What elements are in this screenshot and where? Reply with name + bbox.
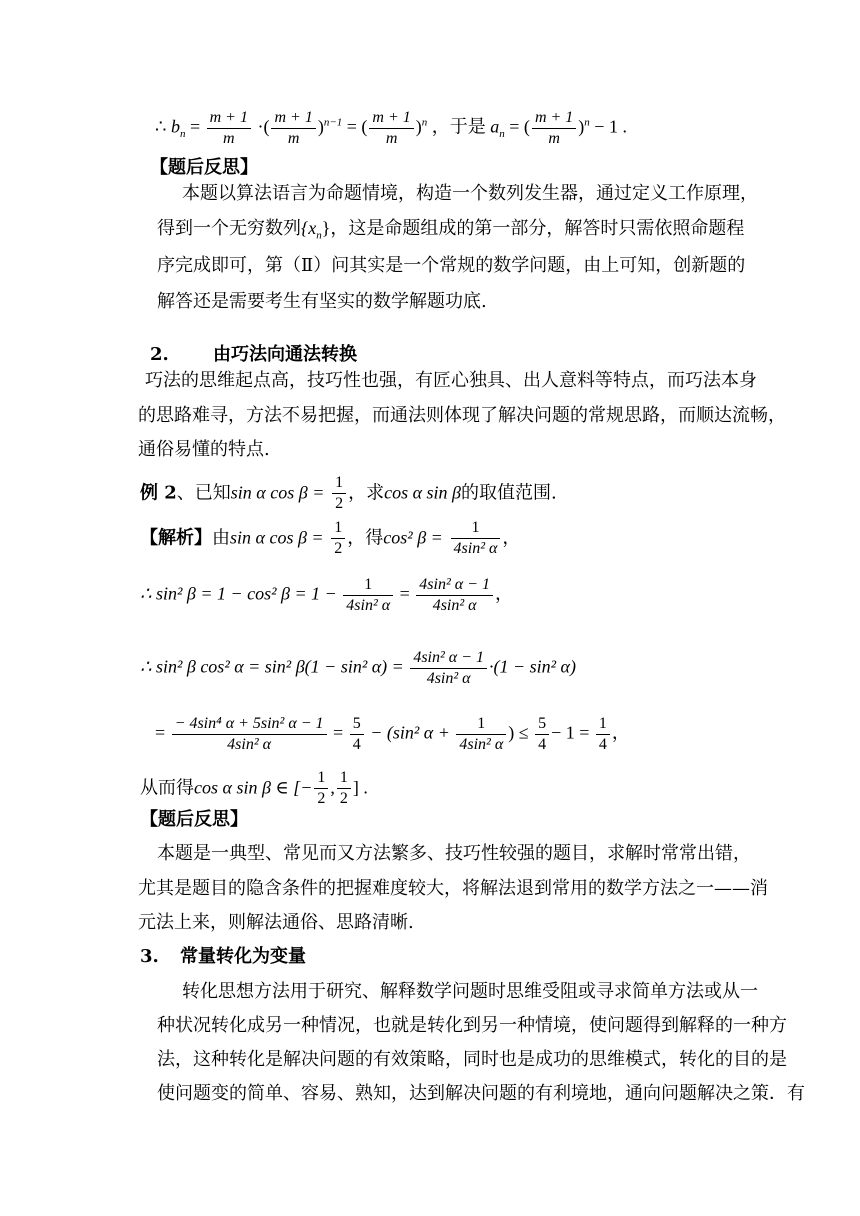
- frac-num: 1: [456, 714, 506, 735]
- text: ，求: [348, 482, 385, 504]
- sub-n: n: [499, 128, 505, 141]
- section-number: 3.: [140, 946, 159, 967]
- fraction: [456, 714, 506, 755]
- text: 得到一个无穷数列: [157, 218, 301, 239]
- text: ，这是命题组成的第一部分，解答时只需依照命题程: [330, 218, 745, 239]
- frac-den: 4: [352, 736, 361, 753]
- frac-num: 1: [596, 714, 610, 735]
- paren: ): [415, 116, 422, 137]
- frac-num: m + 1: [369, 108, 413, 129]
- equals: =: [189, 116, 201, 137]
- section-title: 由巧法向通法转换: [213, 344, 357, 365]
- set-close: }: [321, 218, 331, 238]
- equals: =: [333, 722, 344, 743]
- exponent: n: [421, 116, 428, 129]
- paragraph-line: 解答还是需要考生有坚实的数学解题功底.: [157, 291, 487, 312]
- fraction: [172, 714, 327, 755]
- paragraph-line: 转化思想方法用于研究、解释数学问题时思维受阻或寻求简单方法或从一: [182, 981, 758, 1002]
- math-expr: ∴ sin² β = 1 − cos² β = 1 −: [140, 583, 337, 604]
- paragraph-line: 元法上来，则解法通俗、思路清晰.: [138, 912, 414, 933]
- section-title: 常量转化为变量: [180, 946, 306, 967]
- text: ，: [494, 583, 513, 604]
- fraction: [416, 575, 493, 616]
- paragraph-line: 序完成即可，第（Ⅱ）问其实是一个常规的数学问题，由上可知，创新题的: [157, 255, 746, 276]
- frac-den: 4: [538, 736, 547, 753]
- frac-den: 4sin² α: [459, 736, 504, 753]
- frac-den: 4sin² α: [432, 597, 477, 614]
- bn-formula-line: [155, 108, 627, 149]
- text: 的取值范围.: [461, 482, 557, 504]
- text: ，于是: [431, 116, 486, 137]
- frac-den: m: [287, 130, 300, 147]
- text: ，得: [347, 527, 384, 549]
- result-line: [140, 768, 368, 809]
- fraction: [410, 648, 487, 689]
- frac-num: m + 1: [207, 108, 251, 129]
- frac-num: 4sin² α − 1: [416, 575, 493, 596]
- frac-den: m: [385, 130, 398, 147]
- paragraph-line: 本题以算法语言为命题情境，构造一个数列发生器，通过定义工作原理，: [182, 183, 758, 204]
- derivation-line-1: [140, 575, 513, 616]
- comma: ,: [330, 777, 335, 798]
- paragraph-line: 使问题变的简单、容易、熟知，达到解决问题的有利境地，通向问题解决之策．有: [157, 1083, 805, 1104]
- fraction: [451, 518, 501, 559]
- paragraph-line: 通俗易懂的特点.: [138, 439, 270, 460]
- derivation-line-2: [140, 648, 576, 689]
- frac-num: 5: [350, 714, 364, 735]
- paragraph-line: 种状况转化成另一种情况，也就是转化到另一种情境，使问题得到解释的一种方: [157, 1015, 787, 1036]
- frac-den: 2: [334, 540, 343, 557]
- math-expr: sin α cos β =: [230, 482, 325, 503]
- frac-den: 4: [598, 736, 607, 753]
- math-expr: ∴ sin² β cos² α = sin² β(1 − sin² α) =: [140, 656, 404, 677]
- op: ·(: [257, 116, 270, 137]
- text: 从而得: [140, 777, 194, 799]
- paragraph-line: [157, 216, 744, 241]
- math-expr: − 1 =: [551, 722, 590, 743]
- set-notation: [301, 218, 331, 242]
- text: 由: [212, 527, 230, 549]
- section-heading-reflection: 【题后反思】: [150, 157, 258, 178]
- frac-num: 1: [331, 518, 345, 539]
- paragraph-line: 巧法的思维起点高，技巧性也强，有匠心独具、出人意料等特点，而巧法本身: [145, 370, 757, 391]
- math-expr: ·(1 − sin² α): [488, 656, 576, 677]
- fraction: [337, 768, 351, 809]
- var-a: a: [490, 116, 500, 137]
- text: 、已知: [176, 482, 231, 504]
- frac-num: 1: [337, 768, 351, 789]
- frac-num: m + 1: [271, 108, 315, 129]
- paragraph-line: 本题是一典型、常见而又方法繁多、技巧性较强的题目，求解时常常出错，: [157, 843, 751, 864]
- fraction: [532, 108, 576, 149]
- example-2-line: [140, 473, 557, 514]
- math-expr: − (sin² α +: [370, 722, 450, 743]
- math-expr: cos α sin β: [384, 482, 462, 503]
- fraction: [343, 575, 393, 616]
- therefore-symbol: ∴: [155, 116, 167, 137]
- frac-den: 4sin² α: [426, 670, 471, 687]
- math-expr: sin α cos β =: [230, 527, 324, 548]
- frac-den: 4sin² α: [453, 540, 498, 557]
- op: = (: [346, 116, 368, 137]
- set-open: {x: [301, 218, 317, 238]
- text: ，: [502, 527, 521, 549]
- math-expr: cos² β =: [383, 527, 443, 548]
- fraction: [207, 108, 251, 149]
- frac-num: − 4sin⁴ α + 5sin² α − 1: [172, 714, 327, 735]
- equals: =: [399, 583, 410, 604]
- fraction: [350, 714, 364, 755]
- frac-num: 5: [535, 714, 549, 735]
- fraction: [331, 518, 345, 559]
- derivation-line-3: [155, 714, 630, 755]
- frac-den: 2: [335, 495, 344, 512]
- solution-label: 【解析】: [140, 527, 212, 549]
- frac-den: m: [548, 130, 560, 147]
- frac-num: 1: [343, 575, 393, 596]
- example-label: 例 2: [140, 482, 177, 504]
- math-expr: cos α sin β ∈ [−: [194, 777, 313, 798]
- frac-den: m: [223, 130, 235, 147]
- exponent: n−1: [323, 116, 343, 129]
- exponent: n: [584, 116, 590, 129]
- sub-n: n: [179, 128, 186, 141]
- frac-num: m + 1: [532, 108, 576, 129]
- fraction: [271, 108, 315, 149]
- frac-den: 2: [339, 790, 348, 807]
- text: ] .: [352, 777, 368, 798]
- frac-num: 1: [451, 518, 501, 539]
- var-b: b: [170, 116, 180, 137]
- frac-num: 1: [314, 768, 328, 789]
- fraction: [314, 768, 328, 809]
- paren: ): [578, 116, 585, 137]
- text: − 1 .: [589, 116, 627, 137]
- frac-num: 1: [332, 473, 346, 494]
- paragraph-line: 的思路难寻，方法不易把握，而通法则体现了解决问题的常规思路，而顺达流畅，: [138, 405, 786, 426]
- frac-den: 4sin² α: [346, 597, 391, 614]
- fraction: [369, 108, 413, 149]
- paragraph-line: 法，这种转化是解决问题的有效策略，同时也是成功的思维模式，转化的目的是: [157, 1049, 787, 1070]
- frac-den: 2: [317, 790, 326, 807]
- text: ，: [611, 722, 630, 743]
- frac-den: 4sin² α: [227, 736, 272, 753]
- frac-num: 4sin² α − 1: [410, 648, 487, 669]
- paren: ): [317, 116, 324, 137]
- paragraph-line: 尤其是题目的隐含条件的把握难度较大，将解法退到常用的数学方法之一——消: [138, 878, 768, 899]
- equals: =: [155, 722, 166, 743]
- fraction: [535, 714, 549, 755]
- section-number: 2.: [150, 344, 169, 365]
- fraction: [596, 714, 610, 755]
- fraction: [332, 473, 346, 514]
- math-expr: ) ≤: [508, 722, 529, 743]
- op: = (: [509, 116, 530, 137]
- sub-n: n: [316, 229, 322, 242]
- section-heading-reflection: 【题后反思】: [140, 809, 248, 830]
- solution-line: [140, 518, 520, 559]
